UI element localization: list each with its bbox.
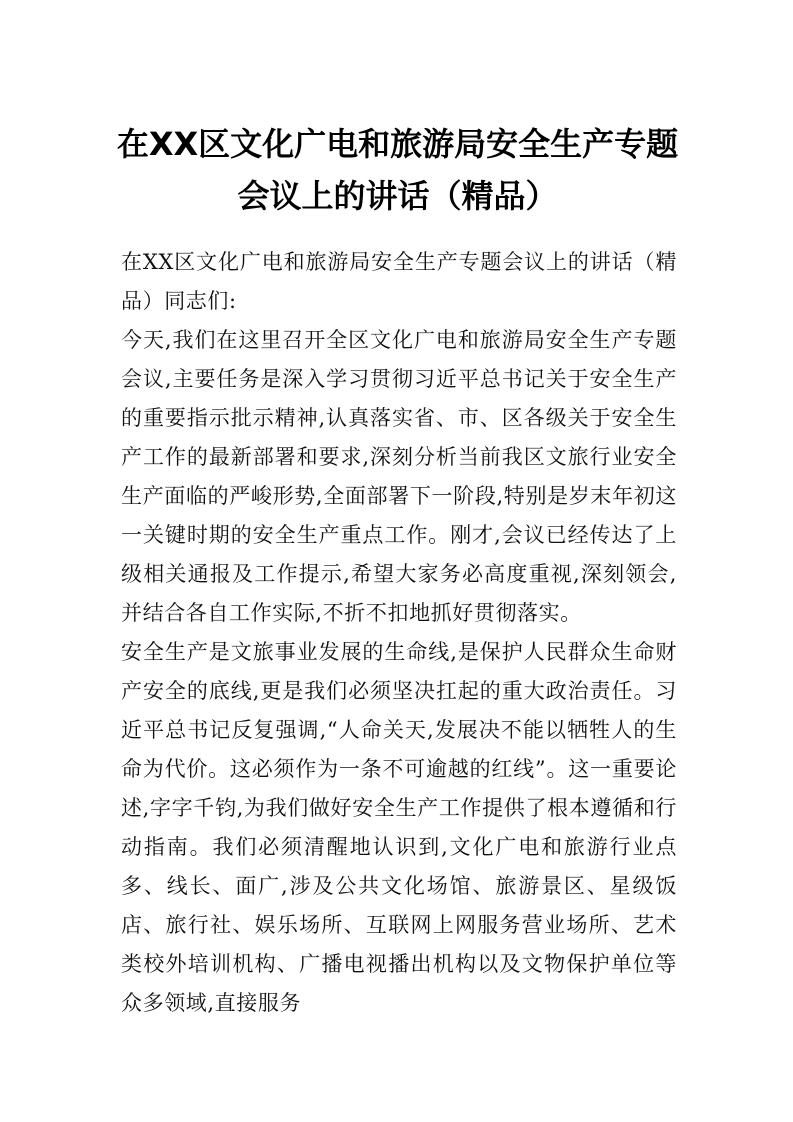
paragraph-safety-importance: 安全生产是文旅事业发展的生命线,是保护人民群众生命财产安全的底线,更是我们必须坚决扛起的重大政治责任。习近平总书记反复强调,“人命关天,发展决不能以牺牲人的生命为代价。这必须作为一条不可逾越的红线”。这一重要论述,字字千钧,为我们做好安全生产工作提供了根本遵循和行动指南。我们必须清醒地认识到,文化广电和旅游行业点多、线长、面广,涉及公共文化场馆、旅游景区、星级饭店、旅行社、娱乐场所、互联网上网服务营业场所、艺术类校外培训机构、广播电视播出机构以及文物保护单位等众多领域,直接服务 bbox=[121, 640, 677, 1015]
document-body bbox=[121, 243, 677, 1023]
document-title: 在XX区文化广电和旅游局安全生产专题会议上的讲话（精品） bbox=[116, 125, 679, 215]
paragraph-opening: 在XX区文化广电和旅游局安全生产专题会议上的讲话（精品）同志们: bbox=[121, 250, 677, 313]
paragraph-meeting-purpose: 今天,我们在这里召开全区文化广电和旅游局安全生产专题会议,主要任务是深入学习贯彻习近平总书记关于安全生产的重要指示批示精神,认真落实省、市、区各级关于安全生产工作的最新部署和要求,深刻分析当前我区文旅行业安全生产面临的严峻形势,全面部署下一阶段,特别是岁末年初这一关键时期的安全生产重点工作。刚才,会议已经传达了上级相关通报及工作提示,希望大家务必高度重视,深刻领会,并结合各自工作实际,不折不扣地抓好贯彻落实。 bbox=[121, 328, 677, 625]
